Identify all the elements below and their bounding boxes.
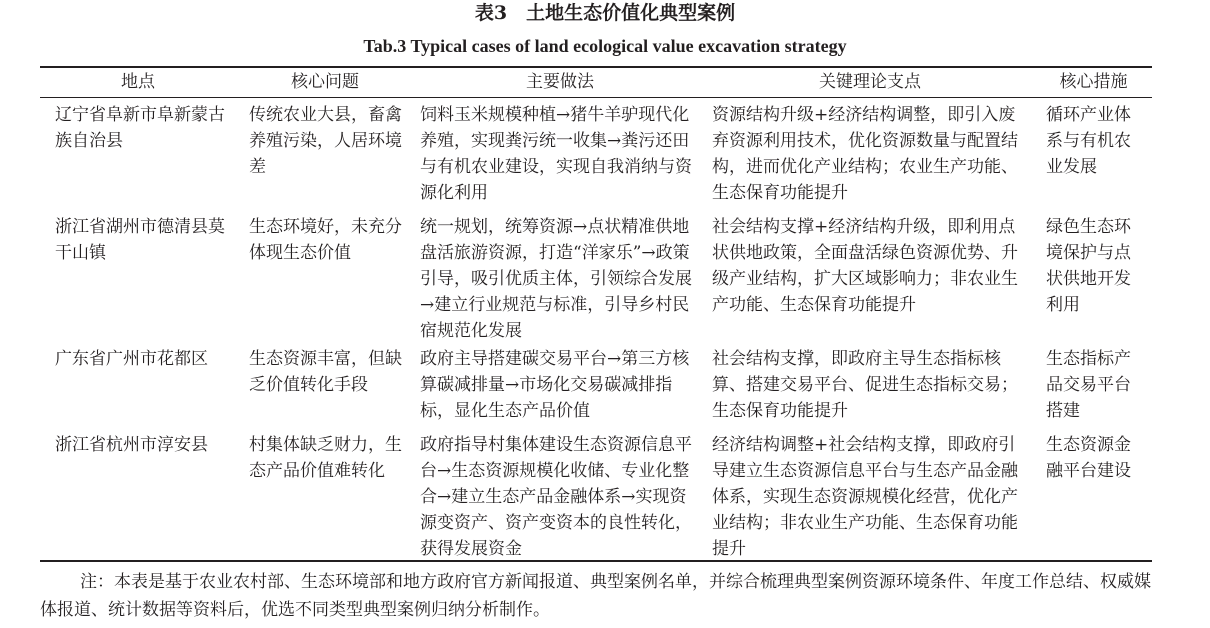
row1-practice: 饲料玉米规模种植→猪牛羊驴现代化养殖，实现粪污统一收集→粪污还田与有机农业建设，实现自我消纳与资源化利用 [420,105,692,203]
row1-location: 辽宁省阜新市阜新蒙古族自治县 [55,105,225,151]
row2-problem: 生态环境好，未充分体现生态价值 [249,217,402,263]
row3-location: 广东省广州市花都区 [55,349,208,369]
row1-measure: 循环产业体系与有机农业发展 [1046,105,1131,177]
bottom-rule [40,560,1152,562]
header-problem: 核心问题 [291,72,359,92]
header-measure: 核心措施 [1059,72,1128,92]
table-title-cn: 表3 土地生态价值化典型案例 [474,2,736,24]
row2-practice: 统一规划，统筹资源→点状精准供地盘活旅游资源，打造“洋家乐”→政策引导，吸引优质主体，引领综合发展→建立行业规范与标准，引导乡村民宿规范化发展 [420,217,692,341]
header-rule [40,97,1152,98]
row4-theory: 经济结构调整+社会结构支撑，即政府引导建立生态资源信息平台与生态产品金融体系，实现生态资源规模化经营，优化产业结构；非农业生产功能、生态保育功能提升 [712,435,1018,559]
row3-measure: 生态指标产品交易平台搭建 [1046,349,1131,421]
row3-practice: 政府主导搭建碳交易平台→第三方核算碳减排量→市场化交易碳减排指标，显化生态产品价值 [420,349,690,421]
row2-theory: 社会结构支撑+经济结构升级，即利用点状供地政策，全面盘活绿色资源优势、升级产业结构，扩大区域影响力；非农业生产功能、生态保育功能提升 [712,217,1018,315]
row1-theory: 资源结构升级+经济结构调整，即引入废弃资源利用技术，优化资源数量与配置结构，进而优化产业结构；农业生产功能、生态保育功能提升 [712,105,1018,203]
header-theory: 关键理论支点 [819,72,921,92]
row2-measure: 绿色生态环境保护与点状供地开发利用 [1046,217,1131,315]
top-rule [40,66,1152,68]
table-note: 注：本表是基于农业农村部、生态环境部和地方政府官方新闻报道、典型案例名单，并综合梳理典型案例资源环境条件、年度工作总结、权威媒体报道、统计数据等资料后，优选不同类型典型案例归纳分析制作。 [40,572,1151,620]
header-practice: 主要做法 [526,72,594,92]
row4-problem: 村集体缺乏财力，生态产品价值难转化 [249,435,402,481]
row4-measure: 生态资源金融平台建设 [1046,435,1131,481]
table-title-en: Tab.3 Typical cases of land ecological value excavation strategy [363,36,847,56]
row4-location: 浙江省杭州市淳安县 [55,435,208,455]
row4-practice: 政府指导村集体建设生态资源信息平台→生态资源规模化收储、专业化整合→建立生态产品金融体系→实现资源变资产、资产变资本的良性转化，获得发展资金 [420,435,692,559]
row1-problem: 传统农业大县，畜禽养殖污染，人居环境差 [249,105,402,177]
header-location: 地点 [121,72,155,92]
row2-location: 浙江省湖州市德清县莫干山镇 [55,217,225,263]
row3-problem: 生态资源丰富，但缺乏价值转化手段 [249,349,402,395]
row3-theory: 社会结构支撑，即政府主导生态指标核算、搭建交易平台、促进生态指标交易；生态保育功能提升 [712,349,1018,421]
